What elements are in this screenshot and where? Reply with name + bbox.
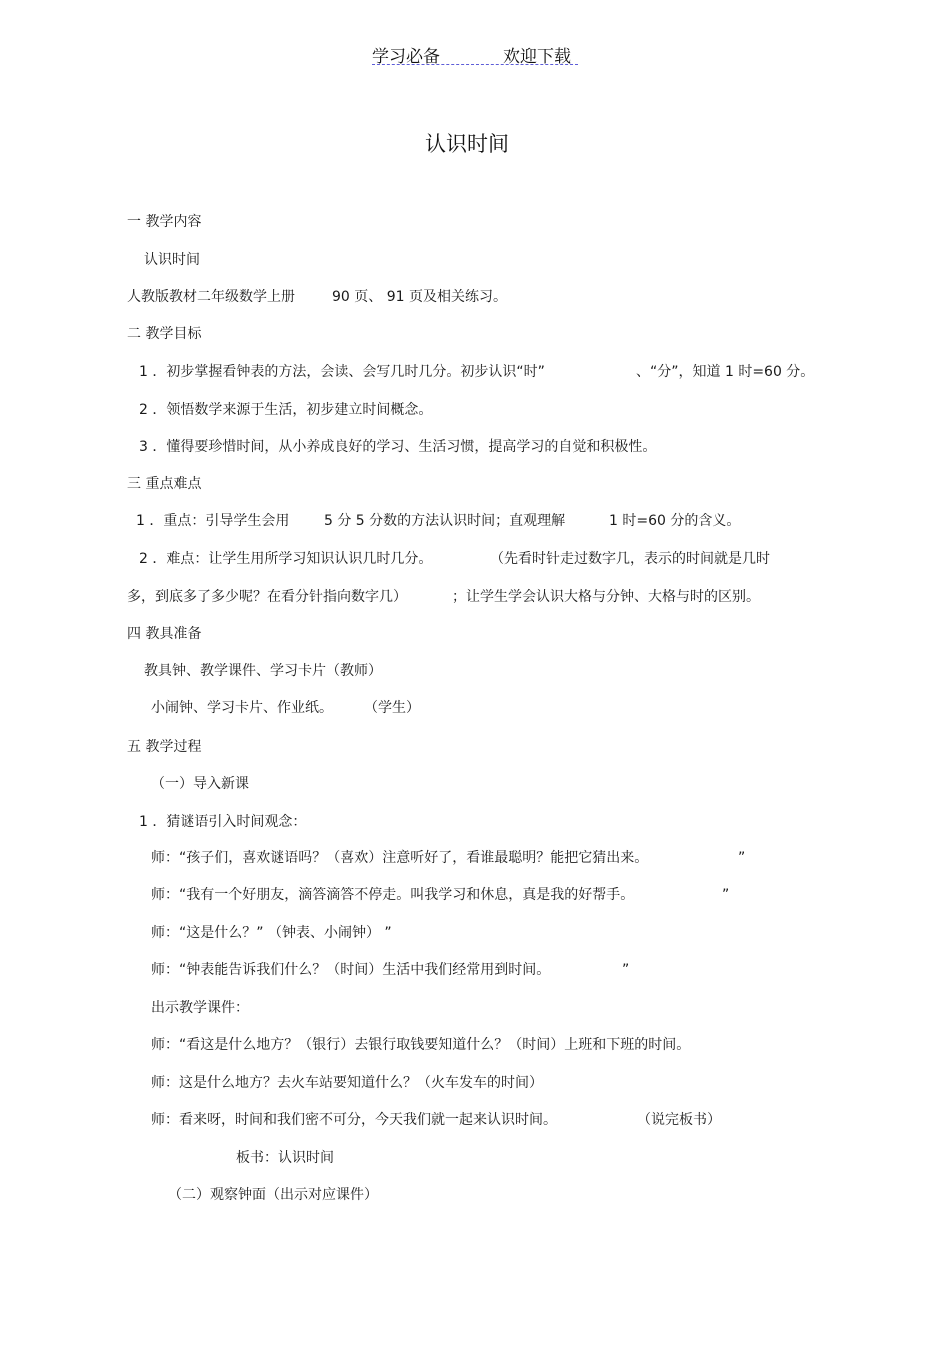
dialogue-line: （说完板书） [637, 1112, 721, 1128]
material-item: 教具钟、教学课件、学习卡片（教师） [144, 663, 382, 679]
keypoint-item: （先看时针走过数字几，表示的时间就是几时 [490, 551, 770, 567]
section-heading-goals: 二 教学目标 [127, 326, 202, 342]
header-right: 欢迎下载 [503, 47, 571, 67]
dialogue-line: ” [738, 850, 746, 866]
subsection-heading: （一）导入新课 [151, 776, 249, 792]
content-line: 90 页、 91 页及相关练习。 [332, 289, 507, 305]
goal-item: 、“分”，知道 1 时=60 分。 [636, 364, 815, 380]
header-left: 学习必备 [372, 47, 440, 67]
keypoint-item: 2 ．难点：让学生用所学习知识认识几时几分。 [139, 551, 433, 567]
dialogue-line: 师：“看这是什么地方？（银行）去银行取钱要知道什么？（时间）上班和下班的时间。 [151, 1037, 691, 1053]
material-item: （学生） [364, 700, 420, 716]
goal-item: 3 ．懂得要珍惜时间，从小养成良好的学习、生活习惯，提高学习的自觉和积极性。 [139, 439, 657, 455]
section-heading-keypoints: 三 重点难点 [127, 476, 202, 492]
process-step: 1 ．猜谜语引入时间观念： [139, 814, 307, 830]
dialogue-line: ” [622, 962, 630, 978]
dialogue-line: ” [722, 887, 730, 903]
goal-item: 2 ．领悟数学来源于生活，初步建立时间概念。 [139, 402, 433, 418]
goal-item: 1 ．初步掌握看钟表的方法，会读、会写几时几分。初步认识“时” [139, 364, 545, 380]
subsection-heading: （二）观察钟面（出示对应课件） [168, 1187, 378, 1203]
section-heading-materials: 四 教具准备 [127, 626, 202, 642]
keypoint-item: 1 时=60 分的含义。 [609, 513, 741, 529]
dialogue-line: 师：“钟表能告诉我们什么？（时间）生活中我们经常用到时间。 [151, 962, 551, 978]
dialogue-line: 师：这是什么地方？去火车站要知道什么？（火车发车的时间） [151, 1075, 543, 1091]
document-title: 认识时间 [425, 132, 509, 156]
material-item: 小闹钟、学习卡片、作业纸。 [151, 700, 333, 716]
section-heading-process: 五 教学过程 [127, 739, 202, 755]
keypoint-item: ；让学生学会认识大格与分钟、大格与时的区别。 [452, 589, 760, 605]
keypoint-item: 1 ．重点：引导学生会用 [136, 513, 290, 529]
section-heading-content: 一 教学内容 [127, 214, 202, 230]
dialogue-line: 师：“我有一个好朋友，滴答滴答不停走。叫我学习和休息，真是我的好帮手。 [151, 887, 635, 903]
header-underline [372, 64, 578, 65]
dialogue-line: 出示教学课件： [151, 1000, 249, 1016]
keypoint-item: 5 分 5 分数的方法认识时间；直观理解 [324, 513, 566, 529]
dialogue-line: 师：看来呀，时间和我们密不可分，今天我们就一起来认识时间。 [151, 1112, 557, 1128]
keypoint-item: 多，到底多了多少呢？在看分针指向数字几） [127, 589, 407, 605]
dialogue-line: 师：“这是什么？” （钟表、小闹钟） ” [151, 925, 392, 941]
dialogue-line: 师：“孩子们，喜欢谜语吗？（喜欢）注意听好了，看谁最聪明？能把它猜出来。 [151, 850, 649, 866]
content-line: 认识时间 [144, 252, 200, 268]
content-line: 人教版教材二年级数学上册 [127, 289, 295, 305]
board-note: 板书：认识时间 [236, 1150, 334, 1166]
